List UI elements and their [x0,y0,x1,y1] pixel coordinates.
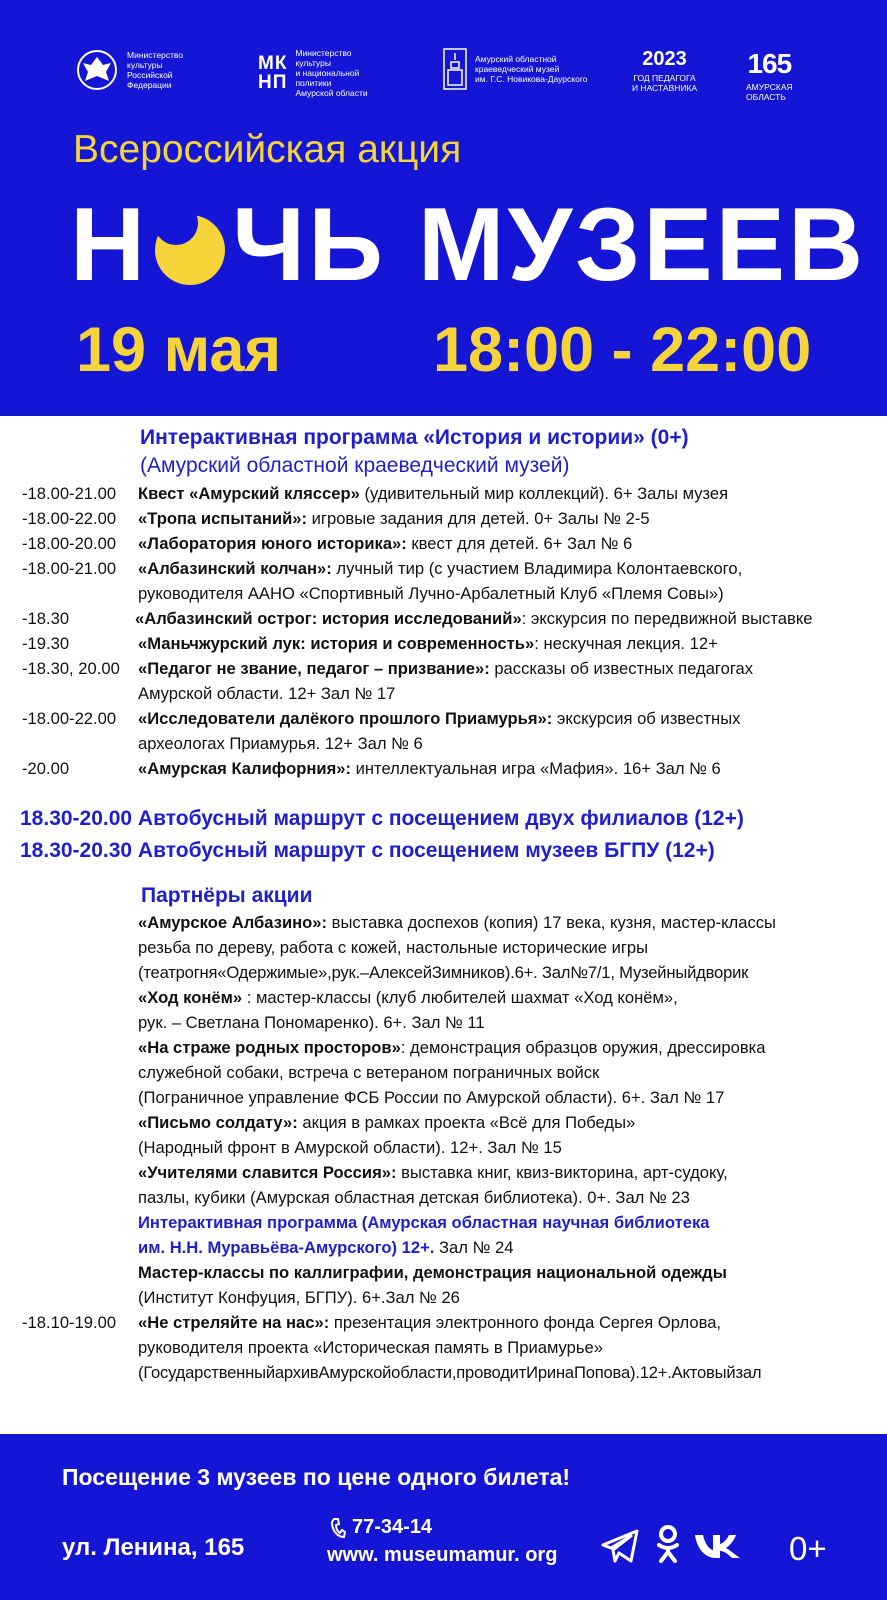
program-item-title: «Албазинский острог: история исследований» [135,609,522,628]
program-item-time: -18.00-21.00 [22,484,117,503]
mknp-logo [258,48,368,98]
partners-title: Партнёры акции [141,884,313,907]
partner-line: резьба по дереву, работа с кожей, настольные исторические игры [138,938,649,957]
odnoklassniki-icon[interactable] [656,1524,680,1564]
partner-text: : мастер-классы (клуб любителей шахмат «Ход конём», [242,988,678,1007]
event-subtitle: Всероссийская акция [73,128,462,171]
partner-line [138,1162,728,1184]
amur-region-logo [746,48,793,102]
partner-line: (Народный фронт в Амурской области). 12+. Зал № 15 [138,1138,562,1157]
museum-logo [443,48,587,90]
bus-route-1: 18.30-20.00 Автобусный маршрут с посещением двух филиалов (12+) [20,807,744,830]
footer-offer: Посещение 3 музеев по цене одного билета! [62,1464,571,1490]
vk-icon[interactable] [693,1532,743,1560]
footer-phone [330,1516,432,1539]
age-rating: 0+ [789,1530,827,1567]
program-item-title: «Лаборатория юного историка»: [138,534,407,553]
partner-line [138,1237,513,1259]
program-item-text: интеллектуальная игра «Мафия». 16+ Зал № 6 [351,759,721,778]
partner-line: (Институт Конфуция, БГПУ). 6+.Зал № 26 [138,1288,460,1307]
partner-line: Мастер-классы по каллиграфии, демонстрация национальной одежды [138,1263,727,1282]
mknp-logo-text: Министерство культуры и национальной политики Амурской области [295,48,368,98]
phone-icon [330,1517,346,1539]
partner-text: выставка книг, квиз-викторина, арт-судоку, [396,1163,728,1182]
partner-line [138,1112,635,1134]
program-item-cont: руководителя ААНО «Спортивный Лучно-Арбалетный Клуб «Племя Совы») [138,584,724,603]
footer-website[interactable]: www. museumamur. org [327,1544,558,1566]
partner-line: руководителя проекта «Историческая память в Приамурье» [138,1338,603,1357]
partner-name: «Ход конём» [138,988,243,1007]
program-item-time: -20.00 [22,759,70,778]
program-item-time: -19.30 [22,634,70,653]
telegram-icon[interactable] [600,1528,640,1564]
museum-building-icon [443,48,467,90]
partner-line [138,912,776,934]
amur-logo-text: АМУРСКАЯ ОБЛАСТЬ [746,82,793,102]
program-item-text: (удивительный мир коллекций). 6+ Залы музея [359,484,729,503]
year-logo-text: ГОД ПЕДАГОГА И НАСТАВНИКА [632,73,698,93]
mknp-mark: МК НП [258,53,288,93]
program-item-title: «Тропа испытаний»: [138,509,308,528]
program-item-time: -18.30 [22,609,70,628]
partner-name: «Учителями славится Россия»: [138,1163,397,1182]
program-title: Интерактивная программа «История и истории» (0+) [140,426,689,449]
program-item-title: «Исследователи далёкого прошлого Приамурья»: [138,709,553,728]
program-subtitle: (Амурский областной краеведческий музей) [140,454,570,477]
program-item-text: квест для детей. 6+ Зал № 6 [406,534,633,553]
partner-name: им. Н.Н. Муравьёва-Амурского) 12+. [138,1238,435,1257]
program-item-text: : нескучная лекция. 12+ [534,634,718,653]
header-banner [0,0,887,416]
amur-mark: 165 [747,48,792,79]
partner-line: (ГосударственныйархивАмурскойобласти,проводитИринаПопова).12+.Актовыйзал [138,1363,762,1382]
program-item-text: экскурсия об известных [552,709,741,728]
partner-line [138,1037,766,1059]
program-item-cont: археологах Приамурья. 12+ Зал № 6 [138,734,423,753]
title-rest: ЧЬ МУЗЕЕВ [232,187,867,303]
partner-line: Интерактивная программа (Амурская областная научная библиотека [138,1213,710,1232]
program-item-title: «Маньчжурский лук: история и современность» [138,634,535,653]
program-item-time: -18.00-22.00 [22,509,117,528]
event-title [70,186,866,305]
phone-number[interactable]: 77-34-14 [352,1516,433,1538]
partner-name: «На страже родных просторов» [138,1038,401,1057]
partner-line: (театрогня«Одержимые»,рук.–АлексейЗимников).6+. Зал№7/1, Музейныйдворик [138,963,749,982]
ministry-logo-text: Министерство культуры Российской Федерации [127,50,184,90]
partner-time: -18.10-19.00 [22,1313,117,1332]
program-item-text: лучный тир (с участием Владимира Колонтаевского, [331,559,743,578]
program-item-time: -18.00-22.00 [22,709,117,728]
ministry-logo [75,48,183,92]
partner-text: Зал № 24 [434,1238,514,1257]
program-item-title: «Педагог не звание, педагог – призвание»: [138,659,490,678]
partner-name: «Письмо солдату»: [138,1113,298,1132]
partner-text: акция в рамках проекта «Всё для Победы» [297,1113,636,1132]
program-item-text: рассказы об известных педагогах [489,659,754,678]
partner-text: : демонстрация образцов оружия, дрессировка [400,1038,766,1057]
partner-line: служебной собаки, встреча с ветераном пограничных войск [138,1063,600,1082]
bus-route-2: 18.30-20.30 Автобусный маршрут с посещением музеев БГПУ (12+) [20,839,715,862]
footer-banner [0,1434,887,1600]
event-date: 19 мая [76,315,282,385]
program-item-title: Квест «Амурский кляссер» [138,484,360,503]
year-of-teacher-logo [632,48,697,93]
partner-line: (Пограничное управление ФСБ России по Амурской области). 6+. Зал № 17 [138,1088,725,1107]
partner-line: пазлы, кубики (Амурская областная детская библиотека). 0+. Зал № 23 [138,1188,690,1207]
program-item-time: -18.00-21.00 [22,559,117,578]
partner-name: «Не стреляйте на нас»: [138,1313,330,1332]
partner-line [138,987,678,1009]
eagle-emblem-icon [75,48,119,92]
program-item-time: -18.00-20.00 [22,534,117,553]
partner-text: выставка доспехов (копия) 17 века, кузня, мастер-классы [327,913,776,932]
year-mark: 2023 [642,48,687,70]
program-item-text: игровые задания для детей. 0+ Залы № 2-5 [307,509,650,528]
partner-name: «Амурское Албазино»: [138,913,328,932]
footer-address: ул. Ленина, 165 [62,1534,245,1561]
partner-line: рук. – Светлана Пономаренко). 6+. Зал № 11 [138,1013,485,1032]
event-time: 18:00 - 22:00 [433,315,812,385]
moon-icon [151,205,229,287]
title-letter-n: Н [70,187,149,303]
program-item-title: «Амурская Калифорния»: [138,759,352,778]
program-item-text: : экскурсия по передвижной выставке [521,609,813,628]
program-item-cont: Амурской области. 12+ Зал № 17 [138,684,396,703]
program-item-title: «Албазинский колчан»: [138,559,332,578]
program-item-time: -18.30, 20.00 [22,659,120,678]
museum-logo-text: Амурский областной краеведческий музей им. Г.С. Новикова-Даурского [475,54,588,84]
partner-text: презентация электронного фонда Сергея Орлова, [329,1313,722,1332]
